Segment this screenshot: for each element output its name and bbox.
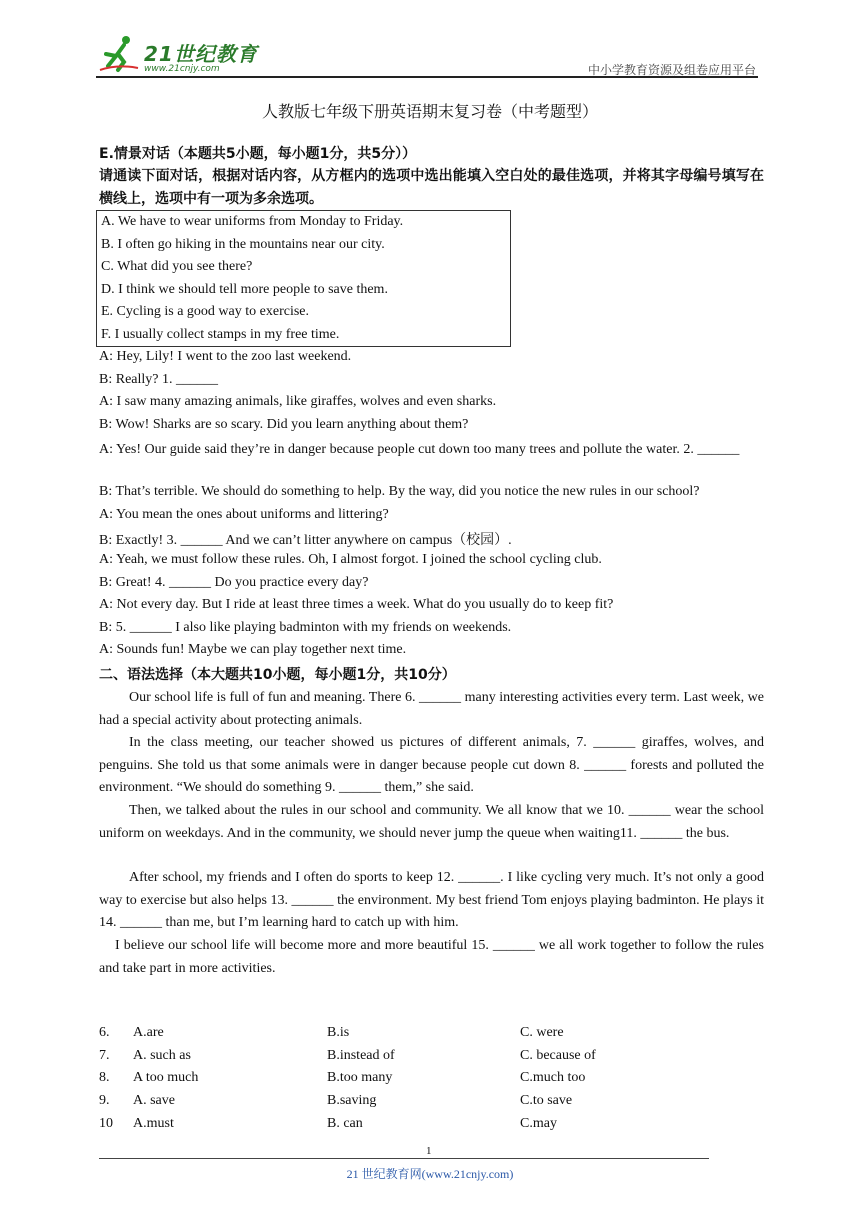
option-d: D. I think we should tell more people to save them. [101, 282, 388, 297]
choice-b: B.instead of [327, 1048, 395, 1063]
footer-divider [99, 1158, 709, 1159]
option-b: B. I often go hiking in the mountains near our city. [101, 237, 385, 252]
option-f: F. I usually collect stamps in my free time. [101, 327, 340, 342]
dialogue-line: B: That’s terrible. We should do something to help. By the way, did you notice the new rules in our school? [99, 484, 700, 499]
choice-a: A.are [133, 1025, 164, 1040]
choice-b: B.saving [327, 1093, 377, 1108]
choice-c: C.may [520, 1116, 557, 1131]
option-c: C. What did you see there? [101, 259, 253, 274]
section-e-instructions: 请通读下面对话，根据对话内容，从方框内的选项中选出能填入空白处的最佳选项，并将其字母编号填写在横线上，选项中有一项为多余选项。 [99, 168, 764, 207]
choice-c: C.much too [520, 1070, 586, 1085]
options-box [96, 210, 511, 347]
dialogue-line: B: Wow! Sharks are so scary. Did you learn anything about them? [99, 417, 469, 432]
dialogue-line: A: Yes! Our guide said they’re in danger because people cut down too many trees and pollute the water. 2. ______ [99, 442, 740, 457]
choice-b: B.too many [327, 1070, 393, 1085]
choice-a: A. save [133, 1093, 175, 1108]
logo-url: www.21cnjy.com [144, 64, 220, 74]
dialogue-line: B: 5. ______ I also like playing badminton with my friends on weekends. [99, 620, 512, 635]
dialogue-line: A: Sounds fun! Maybe we can play together next time. [99, 642, 407, 657]
page-number: 1 [426, 1145, 432, 1157]
choice-c: C. because of [520, 1048, 596, 1063]
dialogue-line: A: Not every day. But I ride at least three times a week. What do you usually do to keep fit? [99, 597, 614, 612]
choice-a: A.must [133, 1116, 174, 1131]
dialogue-line: A: I saw many amazing animals, like giraffes, wolves and even sharks. [99, 394, 497, 409]
choice-c: C. were [520, 1025, 564, 1040]
choice-number: 9. [99, 1093, 110, 1108]
runner-logo-icon [96, 34, 140, 74]
passage-paragraph: Then, we talked about the rules in our school and community. We all know that we 10. ______ wear the school uniform on weekdays. And in the community, we should never jump the queue when waiting11. ______ the bus. [99, 803, 764, 841]
choice-a: A. such as [133, 1048, 191, 1063]
footer-site: 21 世纪教育网(www.21cnjy.com) [346, 1167, 514, 1181]
choice-number: 10 [99, 1116, 113, 1131]
choice-number: 6. [99, 1025, 110, 1040]
header-divider [96, 76, 758, 78]
passage-paragraph: In the class meeting, our teacher showed us pictures of different animals, 7. ______ giraffes, wolves, and penguins. She told us that some animals were in danger because people cut down 8. ______ forests and polluted the environment. “We should do something 9. ______ them,” she said. [99, 735, 764, 796]
passage-paragraph: After school, my friends and I often do sports to keep 12. ______. I like cycling very much. It’s not only a good way to exercise but also helps 13. ______ the environment. My best friend Tom enjoys playing badminton. He plays it 14. ______ than me, but I’m learning hard to catch up with him. [99, 870, 764, 931]
option-a: A. We have to wear uniforms from Monday to Friday. [101, 214, 404, 229]
section-e-heading: E.情景对话（本题共5小题，每小题1分，共5分）） [99, 146, 417, 162]
logo-title: 21世纪教育 [144, 42, 258, 66]
choice-number: 8. [99, 1070, 110, 1085]
dialogue-line: B: Really? 1. ______ [99, 372, 218, 387]
option-e: E. Cycling is a good way to exercise. [101, 304, 310, 319]
dialogue-line: B: Great! 4. ______ Do you practice every day? [99, 575, 369, 590]
page-title: 人教版七年级下册英语期末复习卷（中考题型） [261, 102, 598, 121]
passage-paragraph: Our school life is full of fun and meaning. There 6. ______ many interesting activities every term. Last week, we had a special activity about protecting animals. [99, 690, 764, 728]
dialogue-line: A: You mean the ones about uniforms and littering? [99, 507, 389, 522]
choice-number: 7. [99, 1048, 110, 1063]
dialogue-line: A: Yeah, we must follow these rules. Oh, I almost forgot. I joined the school cycling club. [99, 552, 602, 567]
dialogue-line: B: Exactly! 3. ______ And we can’t litter anywhere on campus（校园）. [99, 533, 512, 548]
logo [96, 34, 258, 74]
choice-b: B.is [327, 1025, 350, 1040]
choice-c: C.to save [520, 1093, 573, 1108]
dialogue-line: A: Hey, Lily! I went to the zoo last weekend. [99, 349, 352, 364]
section-2-heading: 二、语法选择（本大题共10小题，每小题1分，共10分） [99, 667, 456, 683]
passage-paragraph: I believe our school life will become more and more beautiful 15. ______ we all work together to follow the rules and take part in more activities. [99, 938, 764, 976]
platform-label: 中小学教育资源及组卷应用平台 [587, 63, 756, 77]
choice-a: A too much [133, 1070, 199, 1085]
page-header [96, 30, 756, 78]
choice-b: B. can [327, 1116, 363, 1131]
